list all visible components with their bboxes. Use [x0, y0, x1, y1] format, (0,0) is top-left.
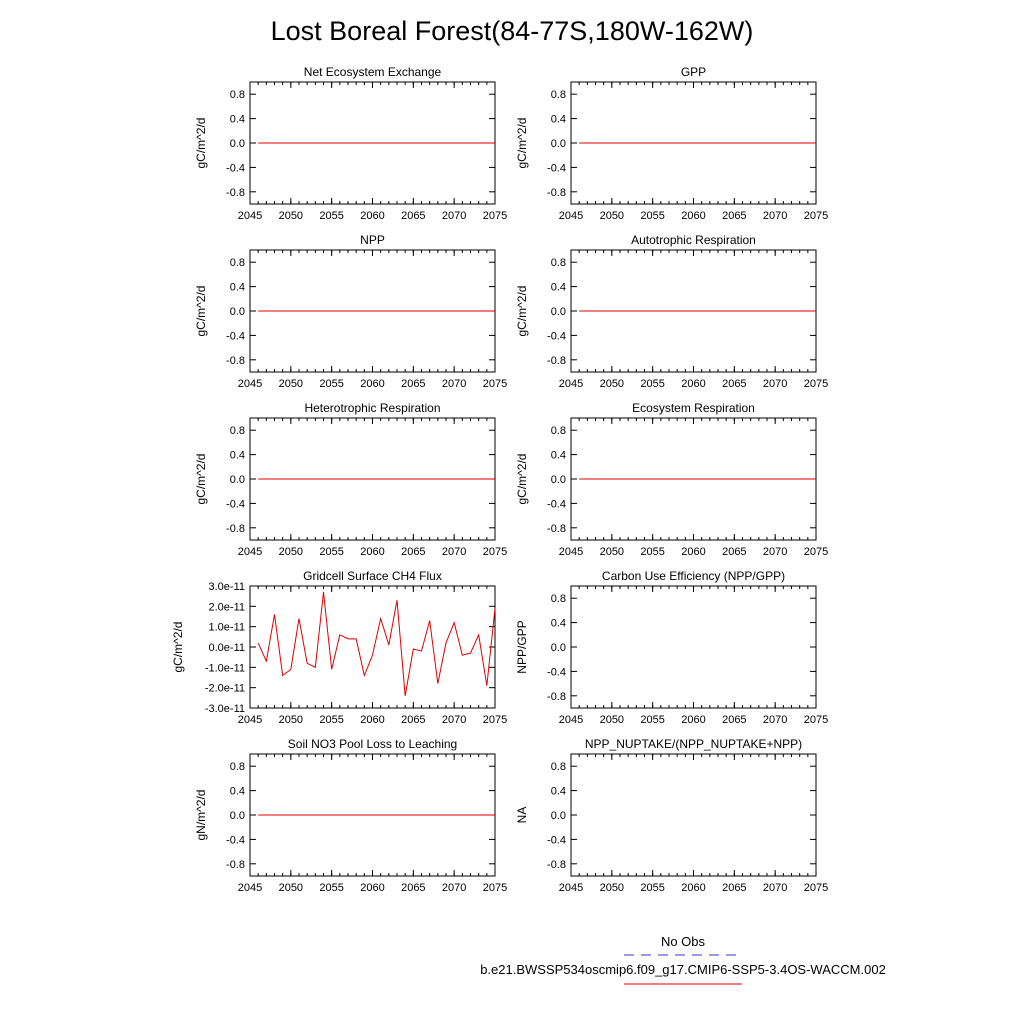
- y-axis-label: gC/m^2/d: [194, 117, 208, 169]
- panel-title: Soil NO3 Pool Loss to Leaching: [287, 737, 458, 751]
- x-tick-label: 2055: [319, 714, 344, 726]
- y-tick-label: 0.8: [229, 89, 245, 102]
- x-tick-label: 2065: [722, 882, 747, 894]
- plot-frame: [571, 754, 816, 876]
- x-tick-label: 2045: [558, 714, 584, 726]
- x-tick-label: 2065: [401, 714, 426, 726]
- x-tick-label: 2055: [319, 378, 344, 390]
- y-tick-label: 0.8: [229, 761, 245, 774]
- x-tick-label: 2065: [401, 546, 426, 558]
- y-axis-label: NPP/GPP: [515, 620, 529, 674]
- x-tick-label: 2065: [401, 882, 426, 894]
- y-tick-label: 0.8: [229, 425, 245, 438]
- x-tick-label: 2065: [722, 714, 747, 726]
- panel-title: GPP: [680, 65, 707, 79]
- y-tick-label: 0.8: [550, 89, 566, 102]
- y-tick-label: 0.0: [550, 306, 566, 318]
- x-tick-label: 2055: [640, 714, 665, 726]
- x-tick-label: 2075: [482, 378, 508, 390]
- x-tick-label: 2045: [237, 210, 263, 222]
- panel-title: Ecosystem Respiration: [632, 401, 755, 415]
- x-tick-label: 2055: [640, 546, 665, 558]
- y-axis-label: gC/m^2/d: [194, 285, 208, 337]
- y-tick-label: 0.0: [229, 306, 245, 318]
- y-tick-label: 0.8: [550, 425, 566, 438]
- x-tick-label: 2045: [237, 546, 263, 558]
- x-tick-label: 2060: [681, 714, 706, 726]
- x-tick-label: 2060: [360, 378, 385, 390]
- y-tick-label: 0.0: [229, 810, 245, 822]
- legend: [480, 934, 886, 984]
- y-tick-label: 0.0: [550, 810, 566, 822]
- x-tick-label: 2065: [722, 210, 747, 222]
- y-tick-label: -0.4: [547, 330, 566, 343]
- x-tick-label: 2060: [681, 210, 706, 222]
- x-tick-label: 2070: [762, 210, 788, 222]
- y-tick-label: -0.4: [226, 330, 245, 343]
- panels: [171, 65, 828, 894]
- panel-0: [194, 65, 507, 222]
- y-tick-label: 2.0e-11: [208, 601, 245, 614]
- y-tick-label: -0.8: [226, 186, 245, 199]
- y-tick-label: -0.8: [226, 354, 245, 367]
- plot-frame: [250, 586, 495, 708]
- y-tick-label: -1.0e-11: [204, 662, 245, 675]
- x-tick-label: 2065: [401, 378, 426, 390]
- y-tick-label: 0.4: [229, 281, 245, 294]
- y-tick-label: 0.4: [550, 449, 566, 462]
- y-tick-label: 0.0: [229, 138, 245, 150]
- y-tick-label: 0.0: [229, 474, 245, 486]
- x-tick-label: 2075: [482, 714, 508, 726]
- y-tick-label: 3.0e-11: [208, 581, 245, 593]
- legend-obs-label: No Obs: [660, 934, 706, 949]
- x-tick-label: 2045: [558, 882, 584, 894]
- y-tick-label: -0.4: [547, 666, 566, 679]
- x-tick-label: 2070: [441, 714, 467, 726]
- y-axis-label: NA: [515, 806, 529, 824]
- page-title: Lost Boreal Forest(84-77S,180W-162W): [270, 16, 754, 46]
- x-tick-label: 2065: [401, 210, 426, 222]
- x-tick-label: 2075: [803, 378, 829, 390]
- x-tick-label: 2055: [640, 882, 665, 894]
- panel-7: [515, 569, 828, 726]
- x-tick-label: 2060: [360, 546, 385, 558]
- x-tick-label: 2045: [558, 378, 584, 390]
- x-tick-label: 2050: [278, 378, 304, 390]
- y-tick-label: 0.4: [550, 617, 566, 630]
- y-tick-label: 0.4: [550, 113, 566, 126]
- panel-4: [194, 401, 507, 558]
- y-tick-label: 0.4: [229, 449, 245, 462]
- x-tick-label: 2050: [278, 882, 304, 894]
- y-tick-label: -3.0e-11: [204, 703, 245, 715]
- x-tick-label: 2045: [237, 378, 263, 390]
- x-tick-label: 2055: [319, 210, 344, 222]
- x-tick-label: 2050: [599, 378, 625, 390]
- x-tick-label: 2050: [599, 546, 625, 558]
- y-tick-label: -0.4: [547, 498, 566, 511]
- y-tick-label: 0.4: [550, 785, 566, 798]
- x-tick-label: 2050: [278, 546, 304, 558]
- x-tick-label: 2045: [237, 882, 263, 894]
- x-tick-label: 2070: [441, 378, 467, 390]
- y-tick-label: 0.0: [550, 138, 566, 150]
- x-tick-label: 2050: [278, 210, 304, 222]
- series-line: [258, 592, 495, 696]
- x-tick-label: 2050: [599, 714, 625, 726]
- panel-title: Heterotrophic Respiration: [304, 401, 441, 415]
- panel-6: [171, 569, 507, 726]
- panel-title: NPP_NUPTAKE/(NPP_NUPTAKE+NPP): [584, 737, 803, 751]
- y-tick-label: -0.8: [547, 522, 566, 535]
- x-tick-label: 2060: [360, 714, 385, 726]
- x-tick-label: 2045: [558, 546, 584, 558]
- y-tick-label: 0.0e-11: [208, 642, 245, 654]
- x-tick-label: 2050: [278, 714, 304, 726]
- y-tick-label: -0.8: [547, 858, 566, 871]
- x-tick-label: 2075: [482, 546, 508, 558]
- y-axis-label: gC/m^2/d: [515, 117, 529, 169]
- panel-title: Net Ecosystem Exchange: [303, 65, 442, 79]
- y-axis-label: gC/m^2/d: [515, 453, 529, 505]
- y-tick-label: 0.8: [550, 761, 566, 774]
- y-tick-label: -0.8: [547, 354, 566, 367]
- panel-5: [515, 401, 828, 558]
- y-axis-label: gN/m^2/d: [194, 789, 208, 841]
- y-tick-label: -2.0e-11: [204, 682, 245, 695]
- y-tick-label: 1.0e-11: [208, 621, 245, 634]
- y-tick-label: 0.8: [550, 593, 566, 606]
- x-tick-label: 2070: [441, 882, 467, 894]
- y-tick-label: 0.4: [229, 785, 245, 798]
- panel-3: [515, 233, 828, 390]
- x-tick-label: 2055: [640, 210, 665, 222]
- y-axis-label: gC/m^2/d: [194, 453, 208, 505]
- x-tick-label: 2060: [360, 882, 385, 894]
- y-axis-label: gC/m^2/d: [515, 285, 529, 337]
- x-tick-label: 2065: [722, 378, 747, 390]
- x-tick-label: 2075: [482, 882, 508, 894]
- y-tick-label: 0.4: [550, 281, 566, 294]
- panel-title: NPP: [360, 233, 385, 247]
- plot-frame: [571, 586, 816, 708]
- x-tick-label: 2055: [640, 378, 665, 390]
- panel-title: Carbon Use Efficiency (NPP/GPP): [601, 569, 786, 583]
- y-tick-label: 0.0: [550, 642, 566, 654]
- y-tick-label: -0.8: [226, 858, 245, 871]
- y-tick-label: 0.0: [550, 474, 566, 486]
- x-tick-label: 2070: [762, 378, 788, 390]
- legend-model-label: b.e21.BWSSP534oscmip6.f09_g17.CMIP6-SSP5-3.4OS-WACCM.002: [480, 962, 886, 977]
- y-tick-label: -0.8: [226, 522, 245, 535]
- x-tick-label: 2070: [441, 210, 467, 222]
- panel-title: Autotrophic Respiration: [631, 233, 756, 247]
- y-tick-label: -0.4: [547, 834, 566, 847]
- x-tick-label: 2060: [681, 546, 706, 558]
- panel-8: [194, 737, 507, 894]
- x-tick-label: 2050: [599, 210, 625, 222]
- x-tick-label: 2055: [319, 546, 344, 558]
- panel-title: Gridcell Surface CH4 Flux: [303, 569, 442, 583]
- x-tick-label: 2055: [319, 882, 344, 894]
- panel-1: [515, 65, 828, 222]
- x-tick-label: 2070: [762, 714, 788, 726]
- x-tick-label: 2075: [803, 546, 829, 558]
- y-axis-label: gC/m^2/d: [171, 621, 185, 673]
- x-tick-label: 2075: [803, 210, 829, 222]
- x-tick-label: 2060: [681, 882, 706, 894]
- y-tick-label: -0.4: [226, 834, 245, 847]
- panel-2: [194, 233, 507, 390]
- y-tick-label: -0.4: [226, 162, 245, 175]
- x-tick-label: 2065: [722, 546, 747, 558]
- y-tick-label: 0.4: [229, 113, 245, 126]
- x-tick-label: 2070: [762, 546, 788, 558]
- x-tick-label: 2060: [360, 210, 385, 222]
- x-tick-label: 2050: [599, 882, 625, 894]
- x-tick-label: 2045: [237, 714, 263, 726]
- y-tick-label: 0.8: [229, 257, 245, 270]
- y-tick-label: -0.8: [547, 690, 566, 703]
- y-tick-label: -0.4: [226, 498, 245, 511]
- panel-9: [515, 737, 828, 894]
- x-tick-label: 2045: [558, 210, 584, 222]
- x-tick-label: 2070: [441, 546, 467, 558]
- x-tick-label: 2060: [681, 378, 706, 390]
- x-tick-label: 2075: [482, 210, 508, 222]
- x-tick-label: 2070: [762, 882, 788, 894]
- y-tick-label: -0.8: [547, 186, 566, 199]
- y-tick-label: -0.4: [547, 162, 566, 175]
- y-tick-label: 0.8: [550, 257, 566, 270]
- x-tick-label: 2075: [803, 882, 829, 894]
- x-tick-label: 2075: [803, 714, 829, 726]
